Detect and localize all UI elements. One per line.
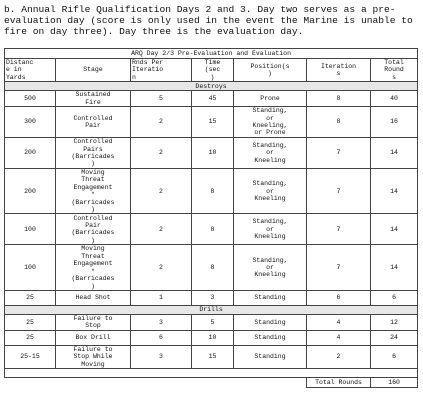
positions-cell: Prone [234,91,307,107]
stage-cell: Box Drill [56,330,131,345]
rounds-per-iteration-cell: 1 [131,290,192,305]
table-row [5,169,418,214]
rounds-per-iteration-cell: 2 [131,245,192,290]
total-rounds-cell: 12 [371,314,418,330]
positions-cell: Standing [234,330,307,345]
arq-table-body [5,49,418,388]
total-rounds-cell: 6 [371,345,418,368]
time-cell: 45 [192,91,234,107]
iterations-cell: 7 [307,138,371,169]
iterations-cell: 8 [307,91,371,107]
table-row [5,214,418,245]
section-label: Drills [5,305,418,314]
total-rounds-cell: 14 [371,245,418,290]
header-distance: Distanc e in Yards [5,59,56,82]
time-cell: 8 [192,169,234,214]
header-rounds-per-iteration: Rnds Per Iteratio n [131,59,192,82]
distance-cell: 200 [5,138,56,169]
section-row [5,305,418,314]
arq-table [4,48,418,388]
distance-cell: 500 [5,91,56,107]
total-rounds-cell: 6 [371,290,418,305]
header-time: Time (sec ) [192,59,234,82]
table-row [5,107,418,138]
spacer-cell [5,368,418,377]
stage-cell: Controlled Pair [56,107,131,138]
iterations-cell: 4 [307,314,371,330]
iterations-cell: 7 [307,169,371,214]
section-row [5,82,418,91]
positions-cell: Standing [234,290,307,305]
positions-cell: Standing [234,314,307,330]
table-row [5,314,418,330]
section-label: Destroys [5,82,418,91]
stage-cell: Controlled Pair (Barricades ) [56,214,131,245]
rounds-per-iteration-cell: 2 [131,169,192,214]
total-rounds-cell: 40 [371,91,418,107]
positions-cell: Standing, or Kneeling [234,138,307,169]
time-cell: 8 [192,245,234,290]
total-label: Total Rounds [307,377,371,387]
time-cell: 15 [192,345,234,368]
positions-cell: Standing, or Kneeling, or Prone [234,107,307,138]
distance-cell: 100 [5,245,56,290]
distance-cell: 200 [5,169,56,214]
rounds-per-iteration-cell: 6 [131,330,192,345]
total-rounds-cell: 24 [371,330,418,345]
stage-cell: Moving Threat Engagement * (Barricades ) [56,245,131,290]
stage-cell: Failure to Stop While Moving [56,345,131,368]
distance-cell: 25 [5,330,56,345]
iterations-cell: 4 [307,330,371,345]
table-row [5,345,418,368]
rounds-per-iteration-cell: 2 [131,214,192,245]
time-cell: 10 [192,330,234,345]
rounds-per-iteration-cell: 3 [131,345,192,368]
total-blank [5,377,307,387]
distance-cell: 25 [5,290,56,305]
total-rounds-cell: 14 [371,214,418,245]
positions-cell: Standing, or Kneeling [234,169,307,214]
time-cell: 8 [192,214,234,245]
iterations-cell: 7 [307,245,371,290]
stage-cell: Sustained Fire [56,91,131,107]
table-header-row [5,59,418,82]
rounds-per-iteration-cell: 3 [131,314,192,330]
rounds-per-iteration-cell: 2 [131,107,192,138]
positions-cell: Standing, or Kneeling [234,214,307,245]
stage-cell: Failure to Stop [56,314,131,330]
distance-cell: 25-15 [5,345,56,368]
table-row [5,91,418,107]
stage-cell: Controlled Pairs (Barricades ) [56,138,131,169]
total-rounds-cell: 16 [371,107,418,138]
stage-cell: Head Shot [56,290,131,305]
table-row [5,138,418,169]
iterations-cell: 6 [307,290,371,305]
header-positions: Position(s ) [234,59,307,82]
time-cell: 5 [192,314,234,330]
rounds-per-iteration-cell: 5 [131,91,192,107]
total-value: 160 [371,377,418,387]
total-rounds-cell: 14 [371,169,418,214]
time-cell: 10 [192,138,234,169]
header-total-rounds: Total Round s [371,59,418,82]
iterations-cell: 7 [307,214,371,245]
table-row [5,330,418,345]
rounds-per-iteration-cell: 2 [131,138,192,169]
total-rounds-cell: 14 [371,138,418,169]
positions-cell: Standing, or Kneeling [234,245,307,290]
header-stage: Stage [56,59,131,82]
table-title-row [5,49,418,59]
distance-cell: 300 [5,107,56,138]
header-iterations: Iteration s [307,59,371,82]
time-cell: 3 [192,290,234,305]
spacer-row [5,368,418,377]
distance-cell: 100 [5,214,56,245]
table-row [5,290,418,305]
iterations-cell: 2 [307,345,371,368]
distance-cell: 25 [5,314,56,330]
iterations-cell: 8 [307,107,371,138]
stage-cell: Moving Threat Engagement * (Barricades ) [56,169,131,214]
table-title: ARQ Day 2/3 Pre-Evaluation and Evaluation [5,49,418,59]
total-row [5,377,418,387]
table-row [5,245,418,290]
intro-paragraph: b. Annual Rifle Qualification Days 2 and 3. Day two serves as a pre-evaluation day (score is only used in the event the Marine is unable to fire on day three). Day three is the evaluation day. [4,4,413,37]
time-cell: 15 [192,107,234,138]
positions-cell: Standing [234,345,307,368]
